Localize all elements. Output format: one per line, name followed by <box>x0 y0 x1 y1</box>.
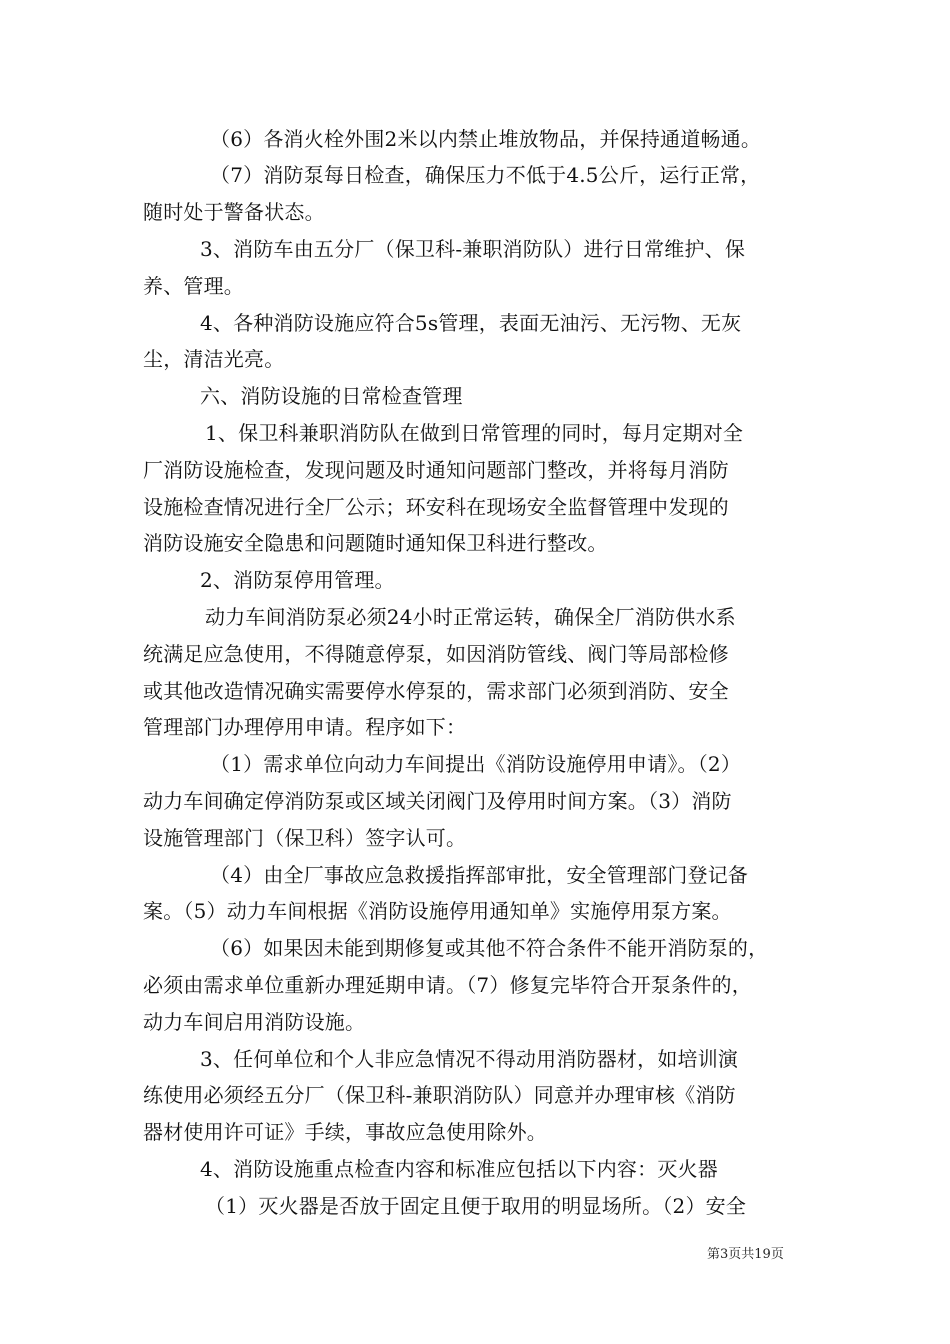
text-line: 2、消防泵停用管理。 <box>200 568 395 592</box>
text-line: 尘，清洁光亮。 <box>143 347 285 371</box>
text-line: （6）各消火栓外围2米以内禁止堆放物品，并保持通道畅通。 <box>210 127 762 151</box>
text-line: 管理部门办理停用申请。程序如下： <box>143 715 467 739</box>
section-heading: 六、消防设施的日常检查管理 <box>200 384 463 408</box>
text-line: （1）需求单位向动力车间提出《消防设施停用申请》。（2） <box>210 752 742 776</box>
text-line: 消防设施安全隐患和问题随时通知保卫科进行整改。 <box>143 531 608 555</box>
text-line: 动力车间确定停消防泵或区域关闭阀门及停用时间方案。（3）消防 <box>143 789 732 813</box>
text-line: （6）如果因未能到期修复或其他不符合条件不能开消防泵的， <box>210 936 769 960</box>
text-line: 动力车间消防泵必须24小时正常运转，确保全厂消防供水系 <box>205 605 736 629</box>
text-line: 养、管理。 <box>143 274 244 298</box>
text-line: 案。（5）动力车间根据《消防设施停用通知单》实施停用泵方案。 <box>143 899 732 923</box>
text-line: 3、任何单位和个人非应急情况不得动用消防器材，如培训演 <box>200 1047 739 1071</box>
text-line: 3、消防车由五分厂（保卫科-兼职消防队）进行日常维护、保 <box>200 237 746 261</box>
text-line: 设施检查情况进行全厂公示；环安科在现场安全监督管理中发现的 <box>143 495 729 519</box>
text-line: 4、各种消防设施应符合5s管理，表面无油污、无污物、无灰 <box>200 311 742 335</box>
text-line: 厂消防设施检查，发现问题及时通知问题部门整改，并将每月消防 <box>143 458 729 482</box>
text-line: 1、保卫科兼职消防队在做到日常管理的同时，每月定期对全 <box>205 421 744 445</box>
text-line: 必须由需求单位重新办理延期申请。（7）修复完毕符合开泵条件的， <box>143 973 752 997</box>
text-line: 动力车间启用消防设施。 <box>143 1010 366 1034</box>
text-line: 随时处于警备状态。 <box>143 200 325 224</box>
text-line: 练使用必须经五分厂（保卫科-兼职消防队）同意并办理审核《消防 <box>143 1083 736 1107</box>
text-line: （7）消防泵每日检查，确保压力不低于4.5公斤，运行正常， <box>210 163 761 187</box>
text-line: （1）灭火器是否放于固定且便于取用的明显场所。（2）安全 <box>205 1194 747 1218</box>
text-line: 设施管理部门（保卫科）签字认可。 <box>143 826 467 850</box>
text-line: 统满足应急使用，不得随意停泵，如因消防管线、阀门等局部检修 <box>143 642 729 666</box>
text-line: 器材使用许可证》手续，事故应急使用除外。 <box>143 1120 547 1144</box>
text-line: （4）由全厂事故应急救援指挥部审批，安全管理部门登记备 <box>210 863 749 887</box>
text-line: 或其他改造情况确实需要停水停泵的，需求部门必须到消防、安全 <box>143 679 729 703</box>
text-line: 4、消防设施重点检查内容和标准应包括以下内容：灭火器 <box>200 1157 718 1181</box>
page-number: 第3页共19页 <box>707 1247 784 1262</box>
